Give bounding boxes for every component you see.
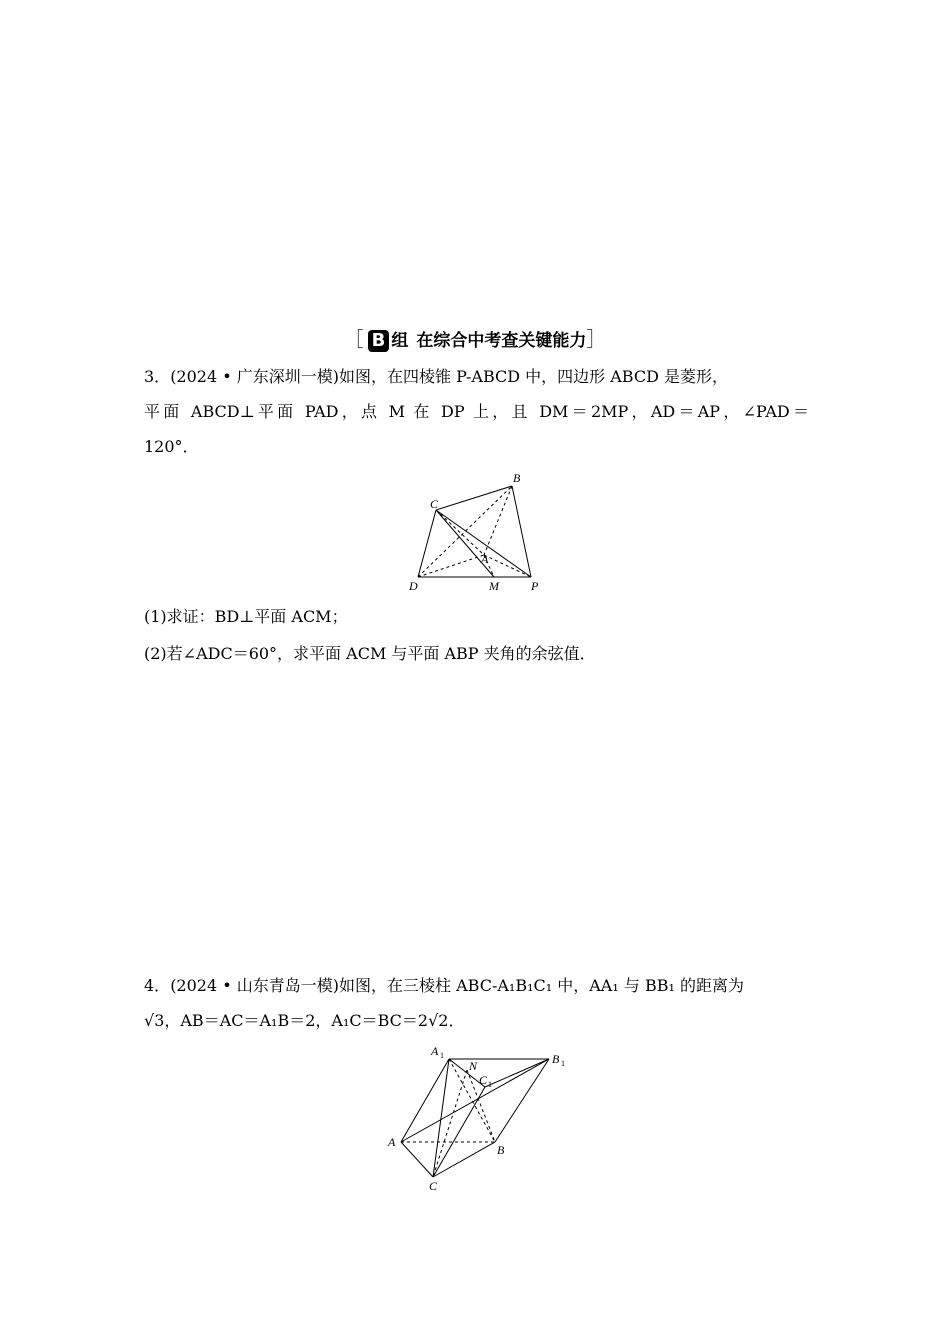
label-M: M xyxy=(489,579,499,593)
problem3-number: 3． xyxy=(144,367,171,386)
label-A: A xyxy=(481,552,489,566)
group-label: 组 xyxy=(391,331,409,351)
label-A1: A xyxy=(431,1044,439,1058)
edge-BA xyxy=(484,486,512,555)
edge-AC xyxy=(401,1142,433,1177)
problem3-figure xyxy=(400,470,560,599)
problem3-line1 xyxy=(144,360,809,394)
label-A: A xyxy=(388,1135,396,1149)
group-badge: B xyxy=(368,330,390,352)
label-C1-sub: 1 xyxy=(488,1080,492,1089)
close-bracket: ］ xyxy=(586,327,607,351)
label-N: N xyxy=(469,1059,478,1073)
problem4-source: (2024 • 山东青岛一模) xyxy=(170,976,340,995)
label-C: C xyxy=(429,1179,438,1192)
problem3-line3: 120°． xyxy=(144,437,199,456)
open-bracket: ［ xyxy=(343,327,364,351)
edge-CB xyxy=(436,486,512,510)
problem3-question2: (2)若∠ADC＝60°，求平面 ACM 与平面 ABP 夹角的余弦值． xyxy=(144,644,596,663)
prism-diagram xyxy=(385,1042,575,1192)
edge-CD xyxy=(418,510,436,577)
label-D: D xyxy=(409,579,418,593)
section-title: 在综合中考查关键能力 xyxy=(416,331,587,351)
problem3-source: (2024 • 广东深圳一模) xyxy=(170,367,340,386)
edge-CP xyxy=(436,510,531,577)
problem4-line2: √3，AB＝AC＝A₁B＝2，A₁C＝BC＝2√2． xyxy=(144,1011,465,1030)
edge-C1C xyxy=(433,1087,485,1177)
label-C1: C xyxy=(479,1073,488,1087)
label-B1: B xyxy=(552,1052,560,1066)
edge-BP xyxy=(512,486,531,577)
edge-DA xyxy=(418,555,484,577)
problem4-text-line1: 如图，在三棱柱 ABC-A₁B₁C₁ 中，AA₁ 与 BB₁ 的距离为 xyxy=(339,976,744,995)
pyramid-diagram xyxy=(400,470,560,595)
edge-CM xyxy=(436,510,494,577)
problem3-line2: 平面 ABCD⊥平面 PAD，点 M 在 DP 上，且 DM＝2MP，AD＝AP，∠PAD＝ xyxy=(144,402,809,421)
section-header xyxy=(0,325,950,353)
label-C: C xyxy=(430,497,439,511)
problem4-number: 4． xyxy=(144,976,171,995)
problem4-figure xyxy=(385,1042,575,1196)
edge-CB xyxy=(433,1142,495,1177)
problem3-question1: (1)求证：BD⊥平面 ACM； xyxy=(144,607,348,626)
edge-A1A xyxy=(401,1059,449,1142)
label-B: B xyxy=(497,1143,505,1157)
label-B1-sub: 1 xyxy=(561,1059,565,1068)
problem4-line1 xyxy=(144,969,809,1003)
problem3-text-line1: 如图，在四棱锥 P-ABCD 中，四边形 ABCD 是菱形， xyxy=(339,367,729,386)
edge-B1B xyxy=(495,1059,549,1142)
label-P: P xyxy=(531,579,539,593)
edge-CA xyxy=(436,510,484,555)
label-A1-sub: 1 xyxy=(440,1051,444,1060)
edge-A1C xyxy=(433,1059,449,1177)
label-B: B xyxy=(513,471,521,485)
